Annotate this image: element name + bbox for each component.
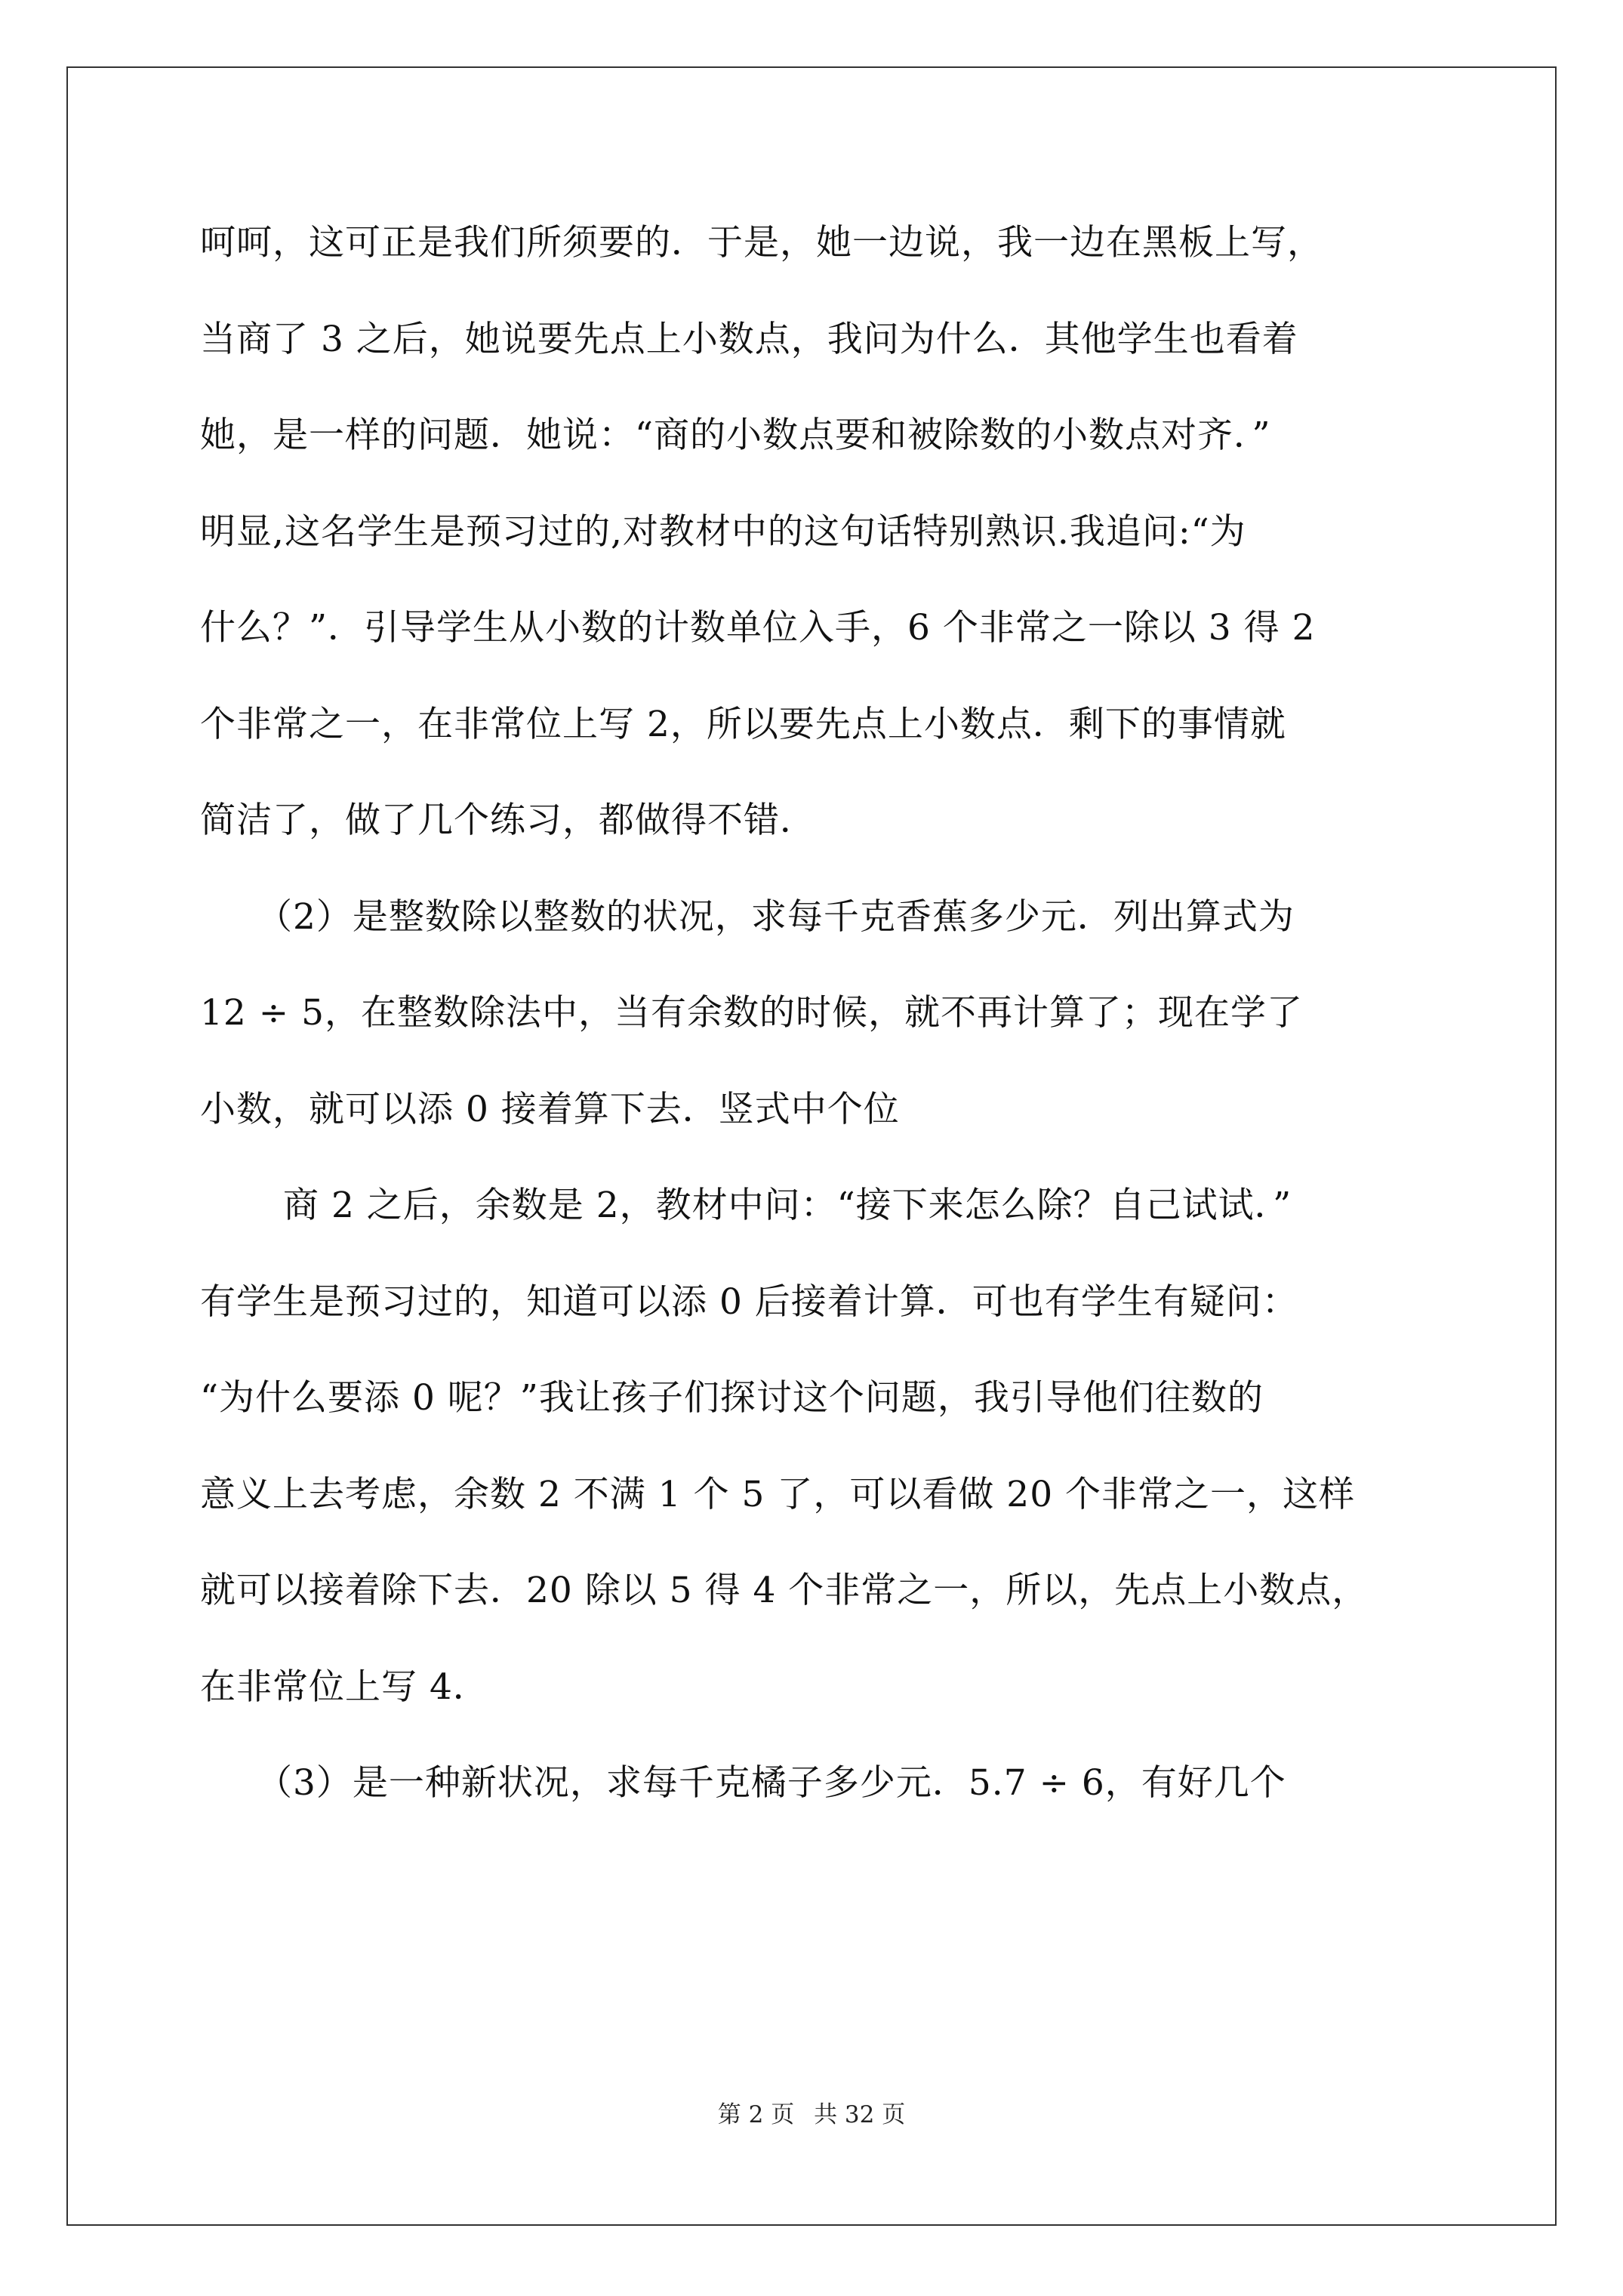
document-body bbox=[200, 213, 1431, 1850]
page-footer bbox=[0, 2095, 1623, 2129]
text-line: 什么？”．引导学生从小数的计数单位入手，6 个非常之一除以 3 得 2 bbox=[200, 607, 1316, 649]
text-line: 小数，就可以添 0 接着算下去．竖式中个位 bbox=[200, 1088, 900, 1130]
text-line: 明显,这名学生是预习过的,对教材中的这句话特别熟识.我追问:“为 bbox=[200, 510, 1246, 553]
text-line: 当商了 3 之后，她说要先点上小数点，我问为什么．其他学生也看着 bbox=[200, 318, 1298, 360]
text-line: 她，是一样的问题．她说：“商的小数点要和被除数的小数点对齐．” bbox=[200, 415, 1271, 456]
paragraph-start-line: （2）是整数除以整数的状况，求每千克香蕉多少元．列出算式为 bbox=[257, 895, 1295, 938]
text-line: 就可以接着除下去．20 除以 5 得 4 个非常之一，所以，先点上小数点， bbox=[200, 1570, 1369, 1611]
text-line: 有学生是预习过的，知道可以添 0 后接着计算．可也有学生有疑问： bbox=[200, 1281, 1298, 1323]
page-number: 第 2 页 bbox=[717, 2101, 795, 2128]
text-line: 意义上去考虑，余数 2 不满 1 个 5 了，可以看做 20 个非常之一，这样 bbox=[200, 1473, 1356, 1515]
paragraph-start-line: （3）是一种新状况，求每千克橘子多少元．5.7 ÷ 6，有好几个 bbox=[257, 1762, 1286, 1804]
paragraph-start-line: 商 2 之后，余数是 2，教材中问：“接下来怎么除？自己试试．” bbox=[283, 1185, 1292, 1226]
page-total: 共 32 页 bbox=[814, 2101, 906, 2128]
text-line: 简洁了，做了几个练习，都做得不错． bbox=[200, 800, 816, 841]
text-line: 呵呵，这可正是我们所须要的．于是，她一边说，我一边在黑板上写， bbox=[200, 222, 1323, 264]
text-line: “为什么要添 0 呢？”我让孩子们探讨这个问题，我引导他们往数的 bbox=[200, 1377, 1264, 1419]
text-line: 12 ÷ 5，在整数除法中，当有余数的时候，就不再计算了；现在学了 bbox=[200, 992, 1303, 1034]
text-line: 在非常位上写 4． bbox=[200, 1666, 489, 1708]
text-line: 个非常之一，在非常位上写 2，所以要先点上小数点．剩下的事情就 bbox=[200, 703, 1286, 745]
